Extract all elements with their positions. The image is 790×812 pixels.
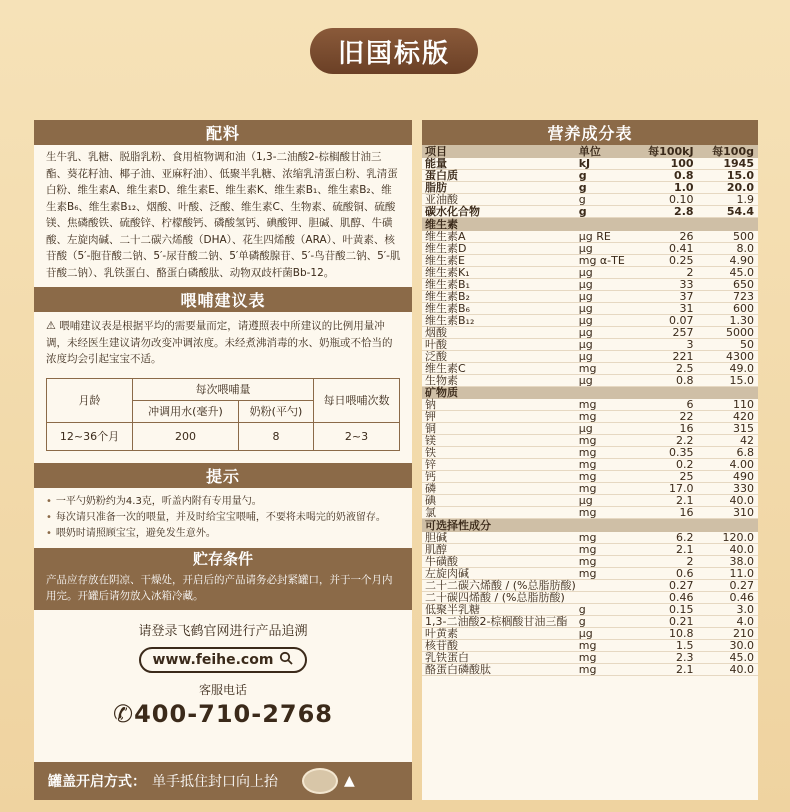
table-row — [422, 290, 758, 302]
cell-name: 泛酸 — [422, 350, 579, 362]
cell-per-kj: 2 — [641, 555, 706, 567]
cell-unit: μg — [579, 290, 641, 302]
storage-text: 产品应存放在阴凉、干燥处，开启后的产品请务必封紧罐口，并于一个月内用完。开罐后请勿放入冰箱冷藏。 — [34, 570, 412, 610]
cell-per-kj: 0.25 — [641, 254, 706, 266]
cell-name: 脂肪 — [422, 182, 579, 194]
cell-name: 维生素E — [422, 254, 579, 266]
cell-name: 蛋白质 — [422, 170, 579, 182]
cell-unit: mg — [579, 447, 641, 459]
table-row — [422, 254, 758, 266]
list-item: • 一平勺奶粉约为4.3克，听盖内附有专用量勺。 — [46, 495, 262, 507]
cell-unit: μg — [579, 266, 641, 278]
cell-unit: kJ — [579, 158, 641, 170]
cell-per-g: 40.0 — [706, 543, 758, 555]
cell-unit: g — [579, 182, 641, 194]
cell-name: 钙 — [422, 471, 579, 483]
table-row — [422, 302, 758, 314]
nutrition-panel — [422, 120, 758, 800]
list-item: • 每次请只准备一次的喂量，并及时给宝宝喂哺，不要将未喝完的奶液留存。 — [46, 511, 386, 523]
footer — [34, 620, 412, 728]
cell-name: 左旋肉碱 — [422, 567, 579, 579]
table-row — [422, 483, 758, 495]
cell-per-kj: 0.07 — [641, 314, 706, 326]
cell-per-kj: 33 — [641, 278, 706, 290]
table-row — [422, 603, 758, 615]
table-row — [422, 350, 758, 362]
cell-name: 维生素K₁ — [422, 266, 579, 278]
table-row — [422, 314, 758, 326]
table-row — [422, 266, 758, 278]
cell-unit: μg — [579, 374, 641, 386]
cell-name: 镁 — [422, 435, 579, 447]
col-each: 每次喂哺量 — [133, 378, 314, 400]
cell-per-kj: 17.0 — [641, 483, 706, 495]
cell-name: 低聚半乳糖 — [422, 603, 579, 615]
cell-name: 磷 — [422, 483, 579, 495]
table-row — [422, 194, 758, 206]
cell-per-g: 0.46 — [706, 591, 758, 603]
cell-unit: μg — [579, 423, 641, 435]
col-water: 冲调用水(毫升) — [133, 400, 239, 422]
cell-per-kj: 100 — [641, 158, 706, 170]
cell-name: 叶酸 — [422, 338, 579, 350]
table-row — [422, 182, 758, 194]
cell-per-g: 20.0 — [706, 182, 758, 194]
cell-unit — [579, 591, 641, 603]
table-row — [422, 231, 758, 243]
table-row — [422, 158, 758, 170]
cell-name: 维生素C — [422, 362, 579, 374]
cell-unit: μg — [579, 326, 641, 338]
cell-per-g: 420 — [706, 411, 758, 423]
cell-unit: mg — [579, 532, 641, 544]
cell-per-kj: 2.2 — [641, 435, 706, 447]
cell-name: 维生素B₂ — [422, 290, 579, 302]
cell-unit: μg — [579, 242, 641, 254]
cell-per-g: 490 — [706, 471, 758, 483]
table-row — [422, 278, 758, 290]
cell-per-kj: 2.1 — [641, 495, 706, 507]
cell-unit: mg — [579, 483, 641, 495]
cell-per-g: 1945 — [706, 158, 758, 170]
website-link[interactable] — [139, 647, 308, 673]
website-url: www.feihe.com — [152, 651, 274, 668]
cell-unit: g — [579, 194, 641, 206]
open-label: 罐盖开启方式： — [48, 774, 146, 790]
cell-unit — [579, 579, 641, 591]
cell-per-g: 42 — [706, 435, 758, 447]
cell-per-kj: 0.6 — [641, 567, 706, 579]
cell-per-g: 38.0 — [706, 555, 758, 567]
header-unit: 单位 — [579, 145, 641, 158]
cell-per-kj: 16 — [641, 423, 706, 435]
table-row — [422, 206, 758, 218]
cell-name: 铜 — [422, 423, 579, 435]
cell-per-g: 54.4 — [706, 206, 758, 218]
cell-unit: mg — [579, 362, 641, 374]
cell-per-kj: 3 — [641, 338, 706, 350]
cell-per-kj: 2.1 — [641, 543, 706, 555]
cell-per-kj: 0.35 — [641, 447, 706, 459]
cell-per-kj: 0.10 — [641, 194, 706, 206]
cell-unit: mg — [579, 651, 641, 663]
cell-per-g: 315 — [706, 423, 758, 435]
phone-number[interactable]: ✆400-710-2768 — [112, 699, 334, 728]
cell-per-g: 600 — [706, 302, 758, 314]
table-row — [422, 435, 758, 447]
header-item: 项目 — [422, 145, 579, 158]
row-water: 200 — [133, 422, 239, 450]
table-row — [422, 338, 758, 350]
cell-name: 生物素 — [422, 374, 579, 386]
table-row — [422, 615, 758, 627]
ingredients-heading: 配料 — [34, 120, 412, 145]
cell-per-g: 500 — [706, 231, 758, 243]
cell-per-g: 330 — [706, 483, 758, 495]
cell-name: 钾 — [422, 411, 579, 423]
table-row — [422, 651, 758, 663]
cell-name: 维生素B₁ — [422, 278, 579, 290]
cell-per-kj: 1.5 — [641, 639, 706, 651]
feeding-heading: 喂哺建议表 — [34, 287, 412, 312]
cell-per-kj: 2.1 — [641, 663, 706, 675]
cell-per-kj: 22 — [641, 411, 706, 423]
feeding-note-text: 喂哺建议表是根据平均的需要量而定，请遵照表中所建议的比例用量冲调，未经医生建议请勿改变冲调浓度。未经煮沸消毒的水、奶瓶或不恰当的浓度均会引起宝宝不适。 — [46, 320, 393, 365]
service-label: 客服电话 — [198, 682, 247, 697]
feeding-note — [34, 312, 412, 372]
tips-heading: 提示 — [34, 463, 412, 488]
cell-per-kj: 26 — [641, 231, 706, 243]
cell-unit: mg — [579, 507, 641, 519]
cell-name: 维生素B₁₂ — [422, 314, 579, 326]
cell-per-kj: 257 — [641, 326, 706, 338]
cell-name: 维生素D — [422, 242, 579, 254]
cell-per-g: 5000 — [706, 326, 758, 338]
cell-name: 胆碱 — [422, 532, 579, 544]
cell-per-g: 45.0 — [706, 266, 758, 278]
cell-unit: g — [579, 615, 641, 627]
cell-per-kj: 0.41 — [641, 242, 706, 254]
cell-per-kj: 25 — [641, 471, 706, 483]
open-text: 单手抵住封口向上抬 — [152, 774, 278, 790]
col-times: 每日喂哺次数 — [314, 378, 400, 422]
row-powder: 8 — [238, 422, 313, 450]
cell-per-kj: 0.21 — [641, 615, 706, 627]
cell-per-g: 30.0 — [706, 639, 758, 651]
cell-unit: mg — [579, 543, 641, 555]
cell-per-g: 11.0 — [706, 567, 758, 579]
cell-unit: g — [579, 206, 641, 218]
cell-per-g: 40.0 — [706, 495, 758, 507]
cell-per-g: 723 — [706, 290, 758, 302]
cell-name: 维生素A — [422, 231, 579, 243]
cell-unit: μg — [579, 314, 641, 326]
table-header — [422, 145, 758, 158]
cell-per-g: 210 — [706, 627, 758, 639]
cell-name: 碘 — [422, 495, 579, 507]
cell-unit: mg — [579, 435, 641, 447]
cell-name: 叶黄素 — [422, 627, 579, 639]
cell-unit: mg — [579, 411, 641, 423]
row-age: 12~36个月 — [47, 422, 133, 450]
table-row — [422, 362, 758, 374]
cell-name: 核苷酸 — [422, 639, 579, 651]
cell-per-g: 8.0 — [706, 242, 758, 254]
cell-per-g: 120.0 — [706, 532, 758, 544]
cell-unit: μg — [579, 627, 641, 639]
cell-per-kj: 2.5 — [641, 362, 706, 374]
header-per-g: 每100g — [706, 145, 758, 158]
cell-unit: g — [579, 170, 641, 182]
can-lid-icon — [302, 768, 338, 794]
cell-per-kj: 0.15 — [641, 603, 706, 615]
nutrition-heading: 营养成分表 — [422, 120, 758, 145]
table-row — [422, 627, 758, 639]
cell-per-kj: 31 — [641, 302, 706, 314]
col-powder: 奶粉(平勺) — [238, 400, 313, 422]
cell-per-g: 49.0 — [706, 362, 758, 374]
cell-unit: mg — [579, 459, 641, 471]
cell-per-g: 4.00 — [706, 459, 758, 471]
cell-per-g: 6.8 — [706, 447, 758, 459]
table-row — [422, 507, 758, 519]
cell-per-kj: 0.27 — [641, 579, 706, 591]
table-row — [422, 543, 758, 555]
group-label: 维生素 — [422, 218, 758, 231]
cell-unit: μg — [579, 350, 641, 362]
cell-per-kj: 10.8 — [641, 627, 706, 639]
cell-name: 能量 — [422, 158, 579, 170]
cell-unit: μg — [579, 495, 641, 507]
cell-per-kj: 221 — [641, 350, 706, 362]
cell-per-kj: 0.8 — [641, 170, 706, 182]
cell-per-kj: 2 — [641, 266, 706, 278]
cell-name: 乳铁蛋白 — [422, 651, 579, 663]
feeding-table — [46, 378, 400, 451]
group-row — [422, 218, 758, 231]
cell-name: 碳水化合物 — [422, 206, 579, 218]
cell-unit: mg — [579, 567, 641, 579]
cell-per-g: 15.0 — [706, 374, 758, 386]
list-item: • 喂奶时请照顾宝宝，避免发生意外。 — [46, 527, 216, 539]
cell-name: 酪蛋白磷酸肽 — [422, 663, 579, 675]
table-row — [422, 591, 758, 603]
table-row — [422, 447, 758, 459]
cell-per-g: 310 — [706, 507, 758, 519]
table-row — [422, 170, 758, 182]
warning-icon: ⚠ — [46, 319, 56, 332]
table-row — [422, 411, 758, 423]
table-row — [422, 663, 758, 675]
cell-name: 铁 — [422, 447, 579, 459]
cell-per-kj: 1.0 — [641, 182, 706, 194]
tips-list — [34, 488, 412, 548]
cell-unit: μg — [579, 302, 641, 314]
cell-per-g: 4.90 — [706, 254, 758, 266]
cell-per-kj: 37 — [641, 290, 706, 302]
cell-unit: μg RE — [579, 231, 641, 243]
cell-per-kj: 0.46 — [641, 591, 706, 603]
cell-per-kj: 0.2 — [641, 459, 706, 471]
cell-per-g: 1.30 — [706, 314, 758, 326]
cell-name: 氯 — [422, 507, 579, 519]
table-row — [422, 567, 758, 579]
table-row — [422, 639, 758, 651]
group-label: 可选择性成分 — [422, 519, 758, 532]
cell-name: 二十碳四烯酸 / (%总脂肪酸) — [422, 591, 579, 603]
cell-name: 烟酸 — [422, 326, 579, 338]
page-title: 旧国标版 — [310, 28, 478, 74]
cell-per-kj: 2.8 — [641, 206, 706, 218]
cell-per-g: 0.27 — [706, 579, 758, 591]
cell-unit: mg — [579, 663, 641, 675]
arrow-up-icon: ▲ — [344, 773, 355, 789]
cell-per-kj: 6 — [641, 399, 706, 411]
cell-per-g: 4300 — [706, 350, 758, 362]
col-age: 月龄 — [47, 378, 133, 422]
table-row — [422, 374, 758, 386]
table-row — [422, 326, 758, 338]
trace-text: 请登录飞鹤官网进行产品追溯 — [138, 623, 308, 639]
table-row — [422, 495, 758, 507]
cell-name: 维生素B₆ — [422, 302, 579, 314]
cell-unit: mg α-TE — [579, 254, 641, 266]
cell-per-kj: 2.3 — [641, 651, 706, 663]
cell-per-g: 40.0 — [706, 663, 758, 675]
table-row — [422, 399, 758, 411]
cell-unit: g — [579, 603, 641, 615]
cell-name: 锌 — [422, 459, 579, 471]
cell-unit: mg — [579, 639, 641, 651]
cell-per-g: 50 — [706, 338, 758, 350]
cell-per-g: 45.0 — [706, 651, 758, 663]
cell-per-g: 4.0 — [706, 615, 758, 627]
table-row — [422, 423, 758, 435]
cell-per-kj: 6.2 — [641, 532, 706, 544]
table-row — [422, 471, 758, 483]
storage-heading: 贮存条件 — [34, 548, 412, 570]
table-row — [422, 555, 758, 567]
cell-per-kj: 16 — [641, 507, 706, 519]
cell-name: 二十二碳六烯酸 / (%总脂肪酸) — [422, 579, 579, 591]
cell-unit: μg — [579, 278, 641, 290]
open-instructions — [34, 762, 412, 800]
table-row — [422, 579, 758, 591]
cell-per-g: 110 — [706, 399, 758, 411]
cell-name: 亚油酸 — [422, 194, 579, 206]
cell-unit: mg — [579, 555, 641, 567]
cell-unit: μg — [579, 338, 641, 350]
cell-unit: mg — [579, 471, 641, 483]
cell-name: 1,3-二油酸2-棕榈酸甘油三酯 — [422, 615, 579, 627]
group-label: 矿物质 — [422, 386, 758, 399]
search-icon — [279, 651, 293, 669]
cell-per-g: 3.0 — [706, 603, 758, 615]
ingredients-text: 生牛乳、乳糖、脱脂乳粉、食用植物调和油（1,3-二油酸2-棕榈酸甘油三酯、葵花籽油、椰子油、亚麻籽油）、低聚半乳糖、浓缩乳清蛋白粉、乳清蛋白粉、维生素A、维生素D、维生素E、维生素K、维生素B₁、维生素B₂、维生素B₆、维生素B₁₂、烟酸、叶酸、泛酸、维生素C、生物素、硫酸铜、硫酸镁、焦磷酸铁、硫酸锌、柠檬酸钙、磷酸氢钙、碘酸钾、胆碱、肌醇、牛磺酸、左旋肉碱、二十二碳六烯酸（DHA）、花生四烯酸（ARA）、叶黄素、核苷酸（5′-胞苷酸二钠、5′-尿苷酸二钠、5′单磷酸腺苷、5′-鸟苷酸二钠、5′-肌苷酸二钠）、乳铁蛋白、酪蛋白磷酸肽、动物双歧杆菌Bb-12。 — [46, 151, 401, 279]
group-row — [422, 519, 758, 532]
nutrition-table — [422, 145, 758, 676]
phone-icon: ✆ — [112, 699, 135, 728]
cell-name: 钠 — [422, 399, 579, 411]
table-row — [422, 242, 758, 254]
cell-name: 牛磺酸 — [422, 555, 579, 567]
table-row — [422, 532, 758, 544]
cell-unit: mg — [579, 399, 641, 411]
cell-per-g: 650 — [706, 278, 758, 290]
header-per-kj: 每100kJ — [641, 145, 706, 158]
left-panel — [34, 120, 412, 800]
cell-per-kj: 0.8 — [641, 374, 706, 386]
cell-per-g: 1.9 — [706, 194, 758, 206]
cell-name: 肌醇 — [422, 543, 579, 555]
row-times: 2~3 — [314, 422, 400, 450]
cell-per-g: 15.0 — [706, 170, 758, 182]
table-row — [422, 459, 758, 471]
